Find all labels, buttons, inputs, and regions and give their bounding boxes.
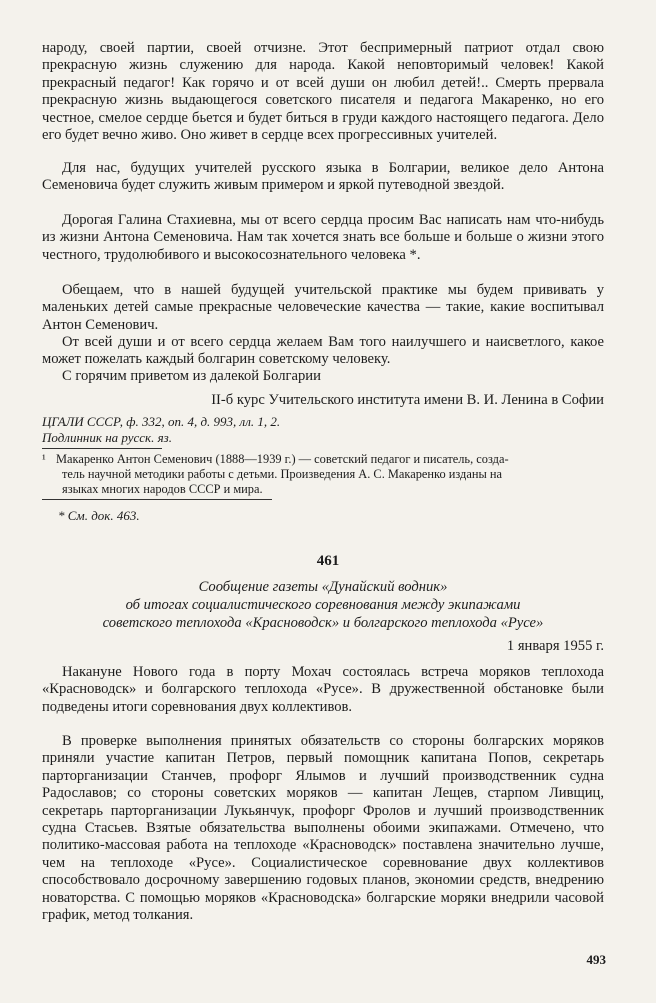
- footnote-1-line-1: Макаренко Антон Семенович (1888—1939 г.) — советский педагог и писатель, созда-: [56, 452, 509, 466]
- footnote-divider-2: [42, 499, 272, 500]
- footnote-1-line-2: тель научной методики работы с детьми. Произведения А. С. Макаренко изданы на: [62, 466, 503, 481]
- document-title-line-1: Сообщение газеты «Дунайский водник»: [198, 579, 448, 595]
- footnote-1: [42, 452, 604, 496]
- letter-paragraph-3: Дорогая Галина Стахиевна, мы от всего сердца просим Вас написать нам что-нибудь из жизни Антона Семеновича. Нам так хочется знать все больше и больше о жизни этого честного, трудолюбивого и высокосознательного человека *.: [42, 212, 604, 263]
- page-number: 493: [586, 952, 606, 967]
- archive-reference: ЦГАЛИ СССР, ф. 332, оп. 4, д. 993, лл. 1, 2.: [42, 414, 281, 429]
- document-title-line-3: советского теплохода «Красноводск» и болгарского теплохода «Русе»: [102, 615, 544, 631]
- letter-paragraph-1: народу, своей партии, своей отчизне. Этот беспримерный патриот отдал свою прекрасную жизнь служению для народа. Какой неповторимый человек! Какой прекрасный педагог! Как горячо и от всей души он любил детей!.. Смерть прервала прекрасную жизнь выдающегося советского писателя и педагога Макаренко, но его честное, смелое сердце бьется и будет биться в груди каждого настоящего педагога. Дело его будет вечно живо. Оно живет в сердце всех прогрессивных учителей.: [42, 40, 604, 144]
- document-date: 1 января 1955 г.: [506, 638, 604, 654]
- document-title-line-2: об итогах социалистического соревнования между экипажами: [125, 597, 521, 613]
- archive-original-language: Подлинник на русск. яз.: [42, 430, 172, 445]
- letter-closing: С горячим приветом из далекой Болгарии: [62, 368, 321, 384]
- footnote-marker: ¹: [42, 452, 46, 466]
- footnote-1-line-3: языках многих народов СССР и мира.: [62, 481, 263, 496]
- letter-paragraph-5: От всей души и от всего сердца желаем Вам того наилучшего и наисветлого, какое может пожелать каждый болгарин советскому человеку.: [42, 334, 604, 368]
- letter-signature: II-б курс Учительского института имени В. И. Ленина в Софии: [211, 392, 604, 408]
- document-paragraph-2: В проверке выполнения принятых обязательств со стороны болгарских моряков приняли участие капитан Петров, первый помощник капитана Попов, секретарь парторганизации Станчев, профорг Ялымов и лучший производственник судна Радославов; со стороны советских моряков — капитан Лещев, старпом Ливщиц, секретарь парторганизации Лукьянчук, профорг Фролов и лучший производственник судна Стасьев. Взятые обязательства выполнены обоими экипажами. Отмечено, что политико-массовая работа на теплоходе «Красноводск» поставлена значительно лучше, чем на теплоходе «Русе». Социалистическое соревнование двух коллективов способствовало досрочному завершению годовых планов, экономии средств, внедрению новаторства. С помощью моряков «Красноводска» болгарские моряки внедрили часовой график, метод толкания.: [42, 733, 604, 924]
- footnote-divider: [42, 448, 162, 449]
- footnote-star: * См. док. 463.: [58, 508, 140, 523]
- letter-paragraph-4: Обещаем, что в нашей будущей учительской практике мы будем прививать у маленьких детей самые прекрасные человеческие качества — такие, какие воспитывал Антон Семенович.: [42, 282, 604, 333]
- document-number: 461: [316, 553, 340, 569]
- letter-paragraph-2: Для нас, будущих учителей русского языка в Болгарии, великое дело Антона Семеновича будет служить живым примером и яркой путеводной звездой.: [42, 160, 604, 194]
- document-paragraph-1: Накануне Нового года в порту Мохач состоялась встреча моряков теплохода «Красноводск» и болгарского теплохода «Русе». В дружественной обстановке были подведены итоги соревнования двух коллективов.: [42, 664, 604, 715]
